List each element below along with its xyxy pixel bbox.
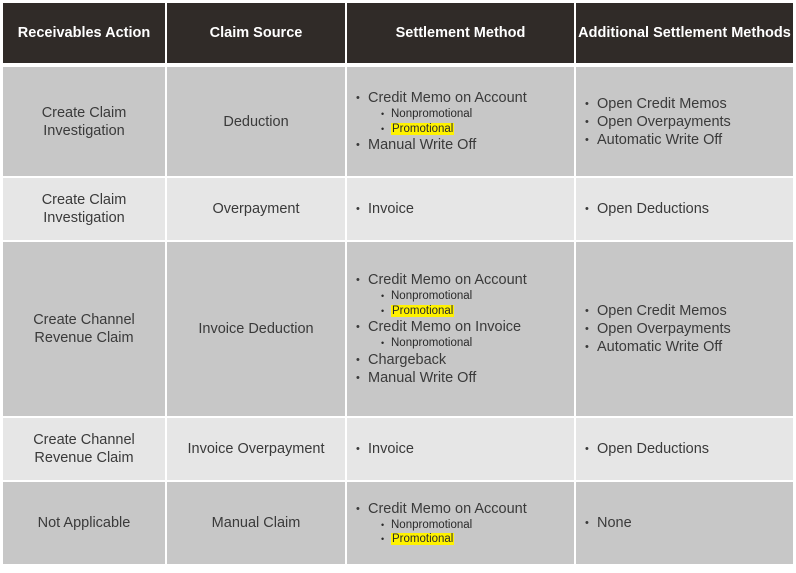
settlement-method-label: Invoice — [368, 201, 414, 217]
table-row — [2, 65, 794, 177]
settlement-submethod-list — [368, 518, 568, 547]
additional-method-item: • Automatic Write Off — [584, 131, 787, 149]
claim-source-cell: Invoice Overpayment — [166, 417, 346, 481]
additional-methods-list — [584, 302, 787, 356]
settlement-method-label: Credit Memo on Account — [368, 500, 527, 517]
additional-method-item: • Open Credit Memos — [584, 95, 787, 113]
table-row — [2, 241, 794, 417]
settlement-method-label: Invoice — [368, 441, 414, 457]
receivables-action-cell: Create Channel Revenue Claim — [2, 417, 166, 481]
settlement-method-cell — [346, 481, 575, 565]
additional-method-item: • Automatic Write Off — [584, 338, 787, 356]
additional-methods-list — [584, 514, 787, 532]
settlement-method-item — [355, 500, 568, 547]
header-receivables-action: Receivables Action — [2, 2, 166, 65]
settlement-method-item — [355, 136, 568, 154]
settlement-submethod-item — [381, 122, 568, 137]
settlement-submethod-item — [381, 336, 568, 351]
settlement-method-item — [355, 351, 568, 369]
settlement-method-list — [355, 200, 568, 218]
additional-method-item: • Open Deductions — [584, 200, 787, 218]
additional-method-item: • Open Deductions — [584, 440, 787, 458]
header-settlement-method: Settlement Method — [346, 2, 575, 65]
settlement-method-item — [355, 200, 568, 218]
settlement-method-list — [355, 89, 568, 154]
settlement-method-cell — [346, 177, 575, 241]
settlement-method-cell — [346, 65, 575, 177]
settlement-method-list — [355, 271, 568, 387]
settlement-submethod-list — [368, 289, 568, 318]
settlement-method-label: Credit Memo on Invoice — [368, 319, 522, 336]
claim-source-cell: Invoice Deduction — [166, 241, 346, 417]
additional-methods-list — [584, 440, 787, 458]
settlement-methods-table — [1, 1, 795, 566]
submethod-label: Nonpromotional — [391, 337, 473, 350]
settlement-method-list — [355, 440, 568, 458]
settlement-submethod-item — [381, 289, 568, 304]
additional-method-item: • Open Credit Memos — [584, 302, 787, 320]
additional-method-item: • Open Overpayments — [584, 113, 787, 131]
submethod-label: Nonpromotional — [391, 108, 473, 120]
settlement-method-label: Credit Memo on Account — [368, 90, 527, 106]
additional-methods-list — [584, 95, 787, 149]
receivables-action-cell: Create Claim Investigation — [2, 65, 166, 177]
additional-method-item: • Open Overpayments — [584, 320, 787, 338]
settlement-method-label: Chargeback — [368, 351, 447, 368]
additional-methods-cell — [575, 417, 794, 481]
table-row — [2, 417, 794, 481]
additional-methods-list — [584, 200, 787, 218]
settlement-method-label: Credit Memo on Account — [368, 272, 527, 289]
receivables-action-cell: Not Applicable — [2, 481, 166, 565]
header-row — [2, 2, 794, 65]
claim-source-cell: Manual Claim — [166, 481, 346, 565]
claim-source-cell: Deduction — [166, 65, 346, 177]
settlement-method-cell — [346, 417, 575, 481]
submethod-label: Nonpromotional — [391, 518, 473, 531]
settlement-submethod-list — [368, 336, 568, 351]
settlement-submethod-item — [381, 304, 568, 319]
table-row — [2, 177, 794, 241]
submethod-label: Nonpromotional — [391, 290, 473, 303]
settlement-method-item — [355, 89, 568, 136]
settlement-method-label: Manual Write Off — [368, 137, 477, 153]
receivables-action-cell: Create Channel Revenue Claim — [2, 241, 166, 417]
settlement-submethod-list — [368, 107, 568, 136]
additional-methods-cell — [575, 481, 794, 565]
settlement-method-item — [355, 271, 568, 318]
additional-methods-cell — [575, 177, 794, 241]
settlement-submethod-item — [381, 532, 568, 547]
claim-source-cell: Overpayment — [166, 177, 346, 241]
settlement-method-cell — [346, 241, 575, 417]
submethod-label-highlighted: Promotional — [392, 122, 454, 135]
table-row — [2, 481, 794, 565]
settlement-method-item — [355, 440, 568, 458]
settlement-method-item — [355, 369, 568, 387]
receivables-action-cell: Create Claim Investigation — [2, 177, 166, 241]
additional-methods-cell — [575, 65, 794, 177]
settlement-method-list — [355, 500, 568, 547]
additional-methods-cell — [575, 241, 794, 417]
header-claim-source: Claim Source — [166, 2, 346, 65]
settlement-method-label: Manual Write Off — [368, 369, 477, 386]
settlement-submethod-item — [381, 518, 568, 533]
submethod-label-highlighted: Promotional — [392, 304, 454, 317]
settlement-method-item — [355, 318, 568, 351]
additional-method-item: • None — [584, 514, 787, 532]
submethod-label-highlighted: Promotional — [392, 533, 454, 545]
header-additional-settlement-methods: Additional Settlement Methods — [575, 2, 794, 65]
settlement-submethod-item — [381, 107, 568, 122]
